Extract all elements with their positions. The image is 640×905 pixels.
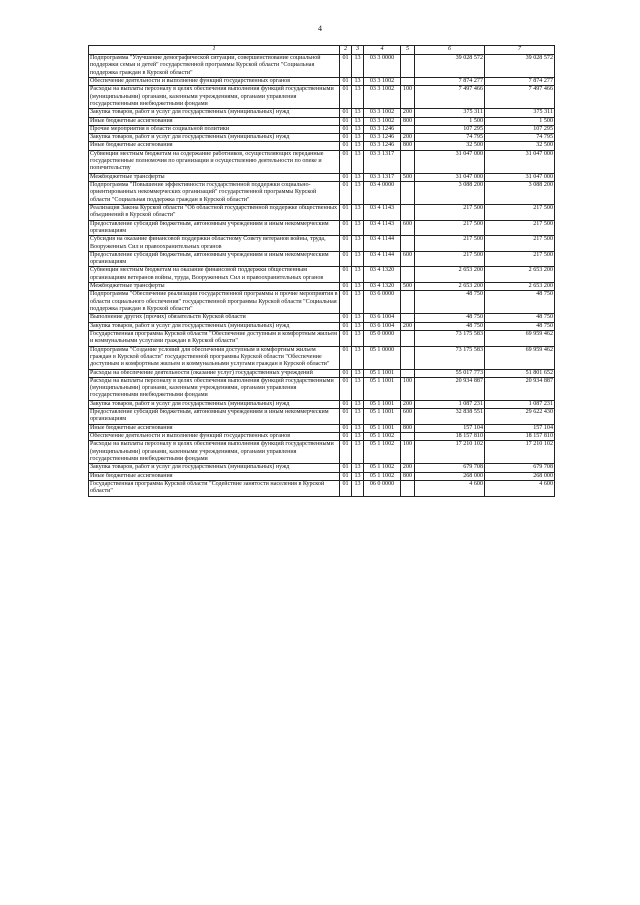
row-target-article: 05 1 1002 xyxy=(364,441,401,464)
header-col-7: 7 xyxy=(485,46,555,55)
row-target-article: 03 4 1320 xyxy=(364,267,401,283)
row-subsection: 13 xyxy=(352,204,364,220)
row-subsection: 13 xyxy=(352,400,364,408)
row-subsection: 13 xyxy=(352,86,364,109)
table-row xyxy=(89,142,555,150)
row-name: Выполнение других (прочих) обязательств Курской области xyxy=(89,314,340,322)
row-target-article: 03 6 1004 xyxy=(364,322,401,330)
row-amount-2016: 51 801 652 xyxy=(485,369,555,377)
row-target-article: 05 1 0000 xyxy=(364,346,401,369)
row-name: Субсидия на оказание финансовой поддержки областному Совету ветеранов войны, труда, Вооруженных Сил и правоохранительных органов xyxy=(89,236,340,252)
row-name: Предоставление субсидий бюджетным, автономным учреждениям и иным некоммерческим организациям xyxy=(89,409,340,425)
row-expense-type xyxy=(401,267,415,283)
table-row xyxy=(89,377,555,400)
row-name: Межбюджетные трансферты xyxy=(89,283,340,291)
row-section: 01 xyxy=(340,400,352,408)
row-name: Обеспечение деятельности и выполнение функций государственных органов xyxy=(89,433,340,441)
row-name: Подпрограмма "Повышение эффективности государственной поддержки социально-ориентированных некоммерческих организаций" государственной программы Курской области "Социальная поддержка граждан в Курской области" xyxy=(89,182,340,205)
row-subsection: 13 xyxy=(352,322,364,330)
page-number: 4 xyxy=(318,24,322,33)
row-subsection: 13 xyxy=(352,117,364,125)
row-section: 01 xyxy=(340,173,352,181)
table-row xyxy=(89,77,555,85)
row-subsection: 13 xyxy=(352,441,364,464)
table-row xyxy=(89,400,555,408)
row-amount-2016: 2 653 200 xyxy=(485,267,555,283)
row-amount-2016: 32 500 xyxy=(485,142,555,150)
row-amount-2015: 32 838 551 xyxy=(415,409,485,425)
row-name: Подпрограмма "Обеспечение реализации государственной программы и прочие мероприятия в области социального обеспечения" государственной программы Курской области "Социальная поддержка граждан в Курской области" xyxy=(90,291,338,312)
row-amount-2016: 217 500 xyxy=(485,220,555,236)
row-name: Прочие мероприятия в области социальной политики xyxy=(89,125,340,133)
row-name: Иные бюджетные ассигнования xyxy=(89,117,340,125)
row-expense-type xyxy=(401,330,415,346)
row-amount-2015: 217 500 xyxy=(415,204,485,220)
row-amount-2015: 17 210 102 xyxy=(415,441,485,464)
row-name: Предоставление субсидий бюджетным, автономным учреждениям и иным некоммерческим организациям xyxy=(89,251,340,267)
row-section: 01 xyxy=(340,472,352,480)
row-expense-type: 100 xyxy=(401,441,415,464)
row-expense-type xyxy=(401,480,415,496)
table-row xyxy=(89,182,555,205)
row-amount-2016: 7 497 466 xyxy=(485,86,555,109)
row-name: Подпрограмма "Улучшение демографической ситуации, совершенствование социальной поддержки семьи и детей" государственной программы Курской области "Социальная поддержка граждан в Курской области" xyxy=(89,55,340,78)
row-section: 01 xyxy=(340,267,352,283)
row-amount-2015: 55 017 773 xyxy=(415,369,485,377)
row-amount-2015: 217 500 xyxy=(415,251,485,267)
row-section: 01 xyxy=(340,77,352,85)
table-row xyxy=(89,86,555,109)
row-amount-2015: 1 500 xyxy=(415,117,485,125)
row-subsection: 13 xyxy=(352,314,364,322)
row-amount-2015: 375 311 xyxy=(415,109,485,117)
table-row xyxy=(89,464,555,472)
table-row xyxy=(89,433,555,441)
row-expense-type: 800 xyxy=(401,117,415,125)
row-subsection: 13 xyxy=(352,77,364,85)
row-target-article: 03 4 1144 xyxy=(364,251,401,267)
table-row xyxy=(89,314,555,322)
row-amount-2016: 217 500 xyxy=(485,204,555,220)
row-expense-type: 200 xyxy=(401,400,415,408)
row-subsection: 13 xyxy=(352,424,364,432)
row-amount-2016: 3 088 200 xyxy=(485,182,555,205)
table-row xyxy=(89,173,555,181)
row-amount-2016: 4 600 xyxy=(485,480,555,496)
row-name: Иные бюджетные ассигнования xyxy=(89,142,340,150)
row-expense-type: 600 xyxy=(401,220,415,236)
table-row xyxy=(89,251,555,267)
row-amount-2016: 48 750 xyxy=(485,322,555,330)
row-expense-type: 200 xyxy=(401,109,415,117)
row-expense-type: 600 xyxy=(401,409,415,425)
row-expense-type: 500 xyxy=(401,173,415,181)
row-amount-2015: 74 795 xyxy=(415,134,485,142)
row-section: 01 xyxy=(340,86,352,109)
row-target-article: 03 3 1246 xyxy=(364,134,401,142)
row-target-article: 03 3 1002 xyxy=(364,86,401,109)
row-target-article: 03 3 1246 xyxy=(364,142,401,150)
row-section: 01 xyxy=(340,150,352,173)
row-section: 01 xyxy=(340,109,352,117)
header-col-2: 2 xyxy=(340,46,352,55)
row-name: Обеспечение деятельности и выполнение функций государственных органов xyxy=(89,77,340,85)
row-amount-2016: 74 795 xyxy=(485,134,555,142)
row-amount-2015: 7 874 277 xyxy=(415,77,485,85)
row-target-article: 03 4 1320 xyxy=(364,283,401,291)
row-amount-2016: 1 087 231 xyxy=(485,400,555,408)
row-subsection: 13 xyxy=(352,267,364,283)
row-amount-2016: 217 500 xyxy=(485,251,555,267)
table-row xyxy=(89,117,555,125)
row-expense-type: 200 xyxy=(401,464,415,472)
row-amount-2016: 18 157 810 xyxy=(485,433,555,441)
row-subsection: 13 xyxy=(352,173,364,181)
row-subsection: 13 xyxy=(352,480,364,496)
row-subsection: 13 xyxy=(352,464,364,472)
row-section: 01 xyxy=(340,441,352,464)
table-row xyxy=(89,424,555,432)
row-amount-2015: 73 175 583 xyxy=(415,346,485,369)
row-subsection: 13 xyxy=(352,236,364,252)
row-expense-type: 200 xyxy=(401,134,415,142)
row-section: 01 xyxy=(340,314,352,322)
row-name: Расходы на выплаты персоналу в целях обеспечения выполнения функций государственными (муниципальными) органами, казенными учреждениями, органами управления государственными внебюджетными фондами xyxy=(89,86,340,109)
row-expense-type xyxy=(401,369,415,377)
row-target-article: 05 1 1001 xyxy=(364,377,401,400)
row-amount-2016: 48 750 xyxy=(485,291,555,314)
row-amount-2016: 268 000 xyxy=(485,472,555,480)
row-amount-2016: 1 500 xyxy=(485,117,555,125)
row-subsection: 13 xyxy=(352,330,364,346)
row-name: Субвенции местным бюджетам на оказание финансовой поддержки общественным организациям ветеранов войны, труда, Вооруженных Сил и правоохранительных органов xyxy=(89,267,340,283)
row-expense-type: 100 xyxy=(401,86,415,109)
row-amount-2015: 217 500 xyxy=(415,220,485,236)
row-amount-2015: 20 934 887 xyxy=(415,377,485,400)
row-subsection: 13 xyxy=(352,125,364,133)
row-target-article: 03 3 1002 xyxy=(364,77,401,85)
table-row xyxy=(89,204,555,220)
row-name: Государственная программа Курской области "Содействие занятости населения в Курской области" xyxy=(89,480,340,496)
row-subsection: 13 xyxy=(352,377,364,400)
row-expense-type: 600 xyxy=(401,251,415,267)
row-name: Закупка товаров, работ и услуг для государственных (муниципальных) нужд xyxy=(89,322,340,330)
row-target-article: 03 3 1317 xyxy=(364,150,401,173)
table-row xyxy=(89,480,555,496)
table-row xyxy=(89,409,555,425)
row-name: Иные бюджетные ассигнования xyxy=(89,424,340,432)
row-expense-type: 800 xyxy=(401,142,415,150)
row-target-article: 03 4 1144 xyxy=(364,236,401,252)
row-section: 01 xyxy=(340,322,352,330)
row-subsection: 13 xyxy=(352,472,364,480)
row-section: 01 xyxy=(340,377,352,400)
row-subsection: 13 xyxy=(352,283,364,291)
row-expense-type xyxy=(401,150,415,173)
table-row xyxy=(89,220,555,236)
header-col-6: 6 xyxy=(415,46,485,55)
row-section: 01 xyxy=(340,480,352,496)
row-amount-2016: 39 028 572 xyxy=(485,55,555,78)
row-subsection: 13 xyxy=(352,433,364,441)
row-section: 01 xyxy=(340,409,352,425)
row-amount-2016: 31 047 000 xyxy=(485,150,555,173)
row-amount-2015: 31 047 000 xyxy=(415,173,485,181)
row-expense-type xyxy=(401,433,415,441)
row-section: 01 xyxy=(340,330,352,346)
row-section: 01 xyxy=(340,125,352,133)
table-row xyxy=(89,236,555,252)
header-col-1: 1 xyxy=(89,46,340,55)
row-expense-type xyxy=(401,314,415,322)
row-amount-2015: 48 750 xyxy=(415,291,485,314)
row-target-article: 05 0 0000 xyxy=(364,330,401,346)
table-row xyxy=(89,330,555,346)
row-expense-type xyxy=(401,182,415,205)
row-target-article: 03 3 1317 xyxy=(364,173,401,181)
row-expense-type xyxy=(401,55,415,78)
row-subsection: 13 xyxy=(352,142,364,150)
row-amount-2016: 69 959 462 xyxy=(485,346,555,369)
row-target-article: 05 1 1002 xyxy=(364,472,401,480)
row-target-article: 05 1 1001 xyxy=(364,424,401,432)
row-target-article: 03 4 1143 xyxy=(364,220,401,236)
row-expense-type xyxy=(401,236,415,252)
row-amount-2016: 157 104 xyxy=(485,424,555,432)
table-row xyxy=(89,267,555,283)
table-row xyxy=(89,472,555,480)
row-name: Межбюджетные трансферты xyxy=(89,173,340,181)
row-name: Подпрограмма "Создание условий для обеспечения доступным и комфортным жильем граждан в Курской области" государственной программы Курской области "Обеспечение доступным и комфортным жильем и коммунальными услугами граждан в Курской области" xyxy=(89,346,340,369)
row-section: 01 xyxy=(340,134,352,142)
row-expense-type xyxy=(401,346,415,369)
row-section: 01 xyxy=(340,142,352,150)
row-expense-type: 200 xyxy=(401,322,415,330)
row-expense-type xyxy=(401,77,415,85)
row-amount-2015: 39 028 572 xyxy=(415,55,485,78)
row-section: 01 xyxy=(340,464,352,472)
row-section: 01 xyxy=(340,220,352,236)
row-name: Закупка товаров, работ и услуг для государственных (муниципальных) нужд xyxy=(89,134,340,142)
row-target-article: 03 3 1246 xyxy=(364,125,401,133)
row-target-article: 03 4 0000 xyxy=(364,182,401,205)
row-subsection: 13 xyxy=(352,109,364,117)
table-row xyxy=(89,291,555,314)
row-amount-2015: 157 104 xyxy=(415,424,485,432)
row-target-article: 03 6 0000 xyxy=(364,291,401,314)
header-col-5: 5 xyxy=(401,46,415,55)
row-amount-2015: 48 750 xyxy=(415,322,485,330)
row-target-article: 05 1 1002 xyxy=(364,464,401,472)
row-subsection: 13 xyxy=(352,220,364,236)
row-amount-2016: 69 959 462 xyxy=(485,330,555,346)
row-amount-2015: 679 708 xyxy=(415,464,485,472)
row-amount-2016: 31 047 000 xyxy=(485,173,555,181)
row-section: 01 xyxy=(340,283,352,291)
table-body xyxy=(89,55,555,497)
row-target-article: 05 1 1001 xyxy=(364,400,401,408)
row-expense-type xyxy=(401,291,415,314)
row-subsection: 13 xyxy=(352,291,364,314)
row-subsection: 13 xyxy=(352,182,364,205)
row-section: 01 xyxy=(340,291,352,314)
row-target-article: 05 1 1002 xyxy=(364,433,401,441)
row-target-article: 03 4 1143 xyxy=(364,204,401,220)
row-name: Предоставление субсидий бюджетным, автономным учреждениям и иным некоммерческим организациям xyxy=(89,220,340,236)
row-expense-type: 100 xyxy=(401,377,415,400)
budget-table xyxy=(88,45,555,497)
table-row xyxy=(89,134,555,142)
row-name: Государственная программа Курской области "Обеспечение доступным и комфортным жильем и коммунальными услугами граждан в Курской области" xyxy=(89,330,340,346)
row-target-article: 03 3 0000 xyxy=(364,55,401,78)
row-amount-2016: 2 653 200 xyxy=(485,283,555,291)
row-expense-type xyxy=(401,204,415,220)
row-amount-2015: 217 500 xyxy=(415,236,485,252)
table-row xyxy=(89,369,555,377)
row-target-article: 03 3 1002 xyxy=(364,117,401,125)
row-expense-type xyxy=(401,125,415,133)
row-amount-2015: 1 087 231 xyxy=(415,400,485,408)
table-row xyxy=(89,55,555,78)
row-subsection: 13 xyxy=(352,150,364,173)
row-section: 01 xyxy=(340,433,352,441)
row-section: 01 xyxy=(340,251,352,267)
row-section: 01 xyxy=(340,369,352,377)
table-row xyxy=(89,150,555,173)
row-amount-2015: 73 175 583 xyxy=(415,330,485,346)
row-section: 01 xyxy=(340,117,352,125)
row-name: Иные бюджетные ассигнования xyxy=(89,472,340,480)
row-target-article: 03 3 1002 xyxy=(364,109,401,117)
table-header-row xyxy=(89,46,555,55)
row-amount-2015: 2 653 200 xyxy=(415,267,485,283)
row-section: 01 xyxy=(340,236,352,252)
row-name: Расходы на обеспечение деятельности (оказание услуг) государственных учреждений xyxy=(89,369,340,377)
row-subsection: 13 xyxy=(352,134,364,142)
row-subsection: 13 xyxy=(352,55,364,78)
row-name: Реализация Закона Курской области "Об областной государственной поддержке общественных объединений в Курской области" xyxy=(89,204,340,220)
row-amount-2015: 48 750 xyxy=(415,314,485,322)
row-section: 01 xyxy=(340,204,352,220)
table-row xyxy=(89,322,555,330)
row-subsection: 13 xyxy=(352,409,364,425)
table-row xyxy=(89,283,555,291)
row-section: 01 xyxy=(340,424,352,432)
row-amount-2016: 7 874 277 xyxy=(485,77,555,85)
row-name: Расходы на выплаты персоналу в целях обеспечения выполнения функций государственными (муниципальными) органами, казенными учреждениями, органами управления государственными внебюджетными фондами xyxy=(89,377,340,400)
row-section: 01 xyxy=(340,346,352,369)
row-amount-2016: 375 311 xyxy=(485,109,555,117)
table-row xyxy=(89,441,555,464)
row-expense-type: 500 xyxy=(401,283,415,291)
row-subsection: 13 xyxy=(352,251,364,267)
table-row xyxy=(89,125,555,133)
row-amount-2015: 2 653 200 xyxy=(415,283,485,291)
row-amount-2016: 48 750 xyxy=(485,314,555,322)
row-name: Субвенции местным бюджетам на содержание работников, осуществляющих переданные государственные полномочия по организации и осуществлению деятельности по опеке и попечительству xyxy=(89,150,340,173)
row-amount-2016: 217 500 xyxy=(485,236,555,252)
row-target-article: 05 1 1001 xyxy=(364,369,401,377)
row-amount-2015: 7 497 466 xyxy=(415,86,485,109)
row-target-article: 05 1 1001 xyxy=(364,409,401,425)
row-name: Закупка товаров, работ и услуг для государственных (муниципальных) нужд xyxy=(89,109,340,117)
row-expense-type: 800 xyxy=(401,472,415,480)
row-amount-2016: 17 210 102 xyxy=(485,441,555,464)
row-name: Закупка товаров, работ и услуг для государственных (муниципальных) нужд xyxy=(89,400,340,408)
row-target-article: 06 0 0000 xyxy=(364,480,401,496)
row-amount-2015: 18 157 810 xyxy=(415,433,485,441)
row-name: Расходы на выплаты персоналу в целях обеспечения выполнения функций государственными (муниципальными) органами, казенными учреждениями, органами управления государственными внебюджетными фондами xyxy=(89,441,340,464)
row-amount-2016: 20 934 887 xyxy=(485,377,555,400)
row-amount-2015: 32 500 xyxy=(415,142,485,150)
row-amount-2016: 679 708 xyxy=(485,464,555,472)
table-row xyxy=(89,346,555,369)
row-amount-2015: 31 047 000 xyxy=(415,150,485,173)
row-expense-type: 800 xyxy=(401,424,415,432)
row-section: 01 xyxy=(340,182,352,205)
row-amount-2015: 4 600 xyxy=(415,480,485,496)
row-amount-2016: 29 622 430 xyxy=(485,409,555,425)
row-section: 01 xyxy=(340,55,352,78)
row-target-article: 03 6 1004 xyxy=(364,314,401,322)
row-amount-2016: 107 295 xyxy=(485,125,555,133)
table-row xyxy=(89,109,555,117)
row-amount-2015: 3 088 200 xyxy=(415,182,485,205)
row-amount-2015: 107 295 xyxy=(415,125,485,133)
row-name: Закупка товаров, работ и услуг для государственных (муниципальных) нужд xyxy=(89,464,340,472)
row-subsection: 13 xyxy=(352,369,364,377)
row-subsection: 13 xyxy=(352,346,364,369)
header-col-4: 4 xyxy=(364,46,401,55)
row-amount-2015: 268 000 xyxy=(415,472,485,480)
header-col-3: 3 xyxy=(352,46,364,55)
